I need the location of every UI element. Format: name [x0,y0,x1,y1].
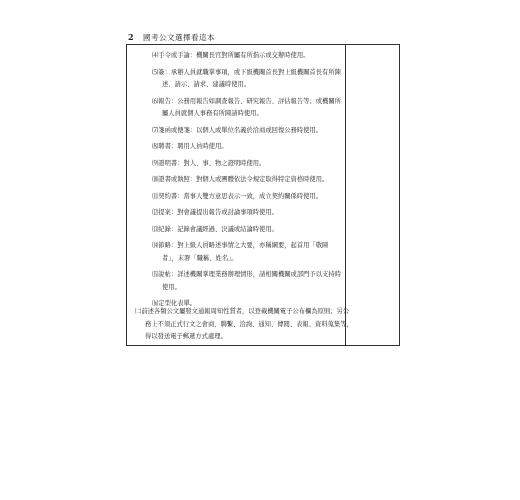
list-item [152,67,342,92]
item-text: 簽：承辦人員就職掌事項，或下級機關首長對上級機關首長有所陳述、請示、請求、建議時使用。 [158,68,341,88]
item-text: 定型化表單。 [158,300,197,307]
item-number: ⑽ [152,176,159,183]
page-number: 2 [128,32,135,42]
item-text: 節略：對上級人員略述事情之大要，亦稱綱要，起首用「敬陳者」，末署「職稱、姓名」。 [158,242,329,262]
item-text: 契約書：當事人雙方意思表示一致，成立契約關係時使用。 [158,192,323,200]
list-item [152,224,342,237]
list-item [152,174,342,187]
item-text: 紀錄：記錄會議經過、決議或結論時使用。 [158,225,278,233]
item-number: ⒁ [152,242,159,249]
list-item [152,141,342,154]
summary-text: 前述各類公文屬發文通報周知性質者，以登載機關電子公布欄為原則；另公務上不須正式行文之會商、聯繫、洽詢、通知、傳閱、表報、資料蒐集等，得以發送電子郵遞方式處理。 [141,308,353,340]
item-number: ⑹ [152,97,159,105]
page-header [128,32,215,43]
book-title: 國考公文選擇看這本 [142,33,215,42]
item-text: 手令或手諭：機關長官對所屬有所指示或交辦時使用。 [158,52,310,59]
list-item [152,191,342,204]
item-number: ⑺ [152,126,159,134]
item-number: ⑷ [152,52,159,59]
item-number: ⑻ [152,143,159,150]
item-text: 說帖：詳述機關掌理業務辦理情形，請相關機關或部門予以支持時使用。 [158,271,341,291]
item-number: ⑿ [152,209,159,216]
item-number: ⒂ [152,271,159,278]
item-number: ⑾ [152,192,159,200]
item-text: 箋函或便箋：以個人或單位名義於洽商或回復公務時使用。 [158,126,323,134]
item-number: ⑼ [152,159,159,167]
list-item [152,240,342,265]
item-text: 證書或執照：對個人或團體依法令規定取得特定資格時使用。 [158,176,329,183]
document-type-list [152,50,342,315]
list-item [152,125,342,138]
list-item [152,158,342,171]
item-text: 報告：公務用報告如調查報告、研究報告、評估報告等；或機關所屬人員就個人事務有所陳請時使用。 [158,97,341,117]
list-item [152,50,342,63]
item-text: 聘書：聘用人員時使用。 [158,143,228,150]
list-item [152,269,342,294]
item-text: 提案：對會議提出報告或討論事項時使用。 [158,209,278,216]
item-number: ⑸ [152,68,159,76]
list-item [152,207,342,220]
item-text: 證明書：對人、事、物之證明時使用。 [158,159,266,167]
summary-paragraph [135,306,355,344]
summary-number: ㈡ [135,308,142,315]
item-number: ⒃ [152,300,159,307]
list-item [152,96,342,121]
column-divider [345,44,346,346]
item-number: ⒀ [152,225,159,233]
